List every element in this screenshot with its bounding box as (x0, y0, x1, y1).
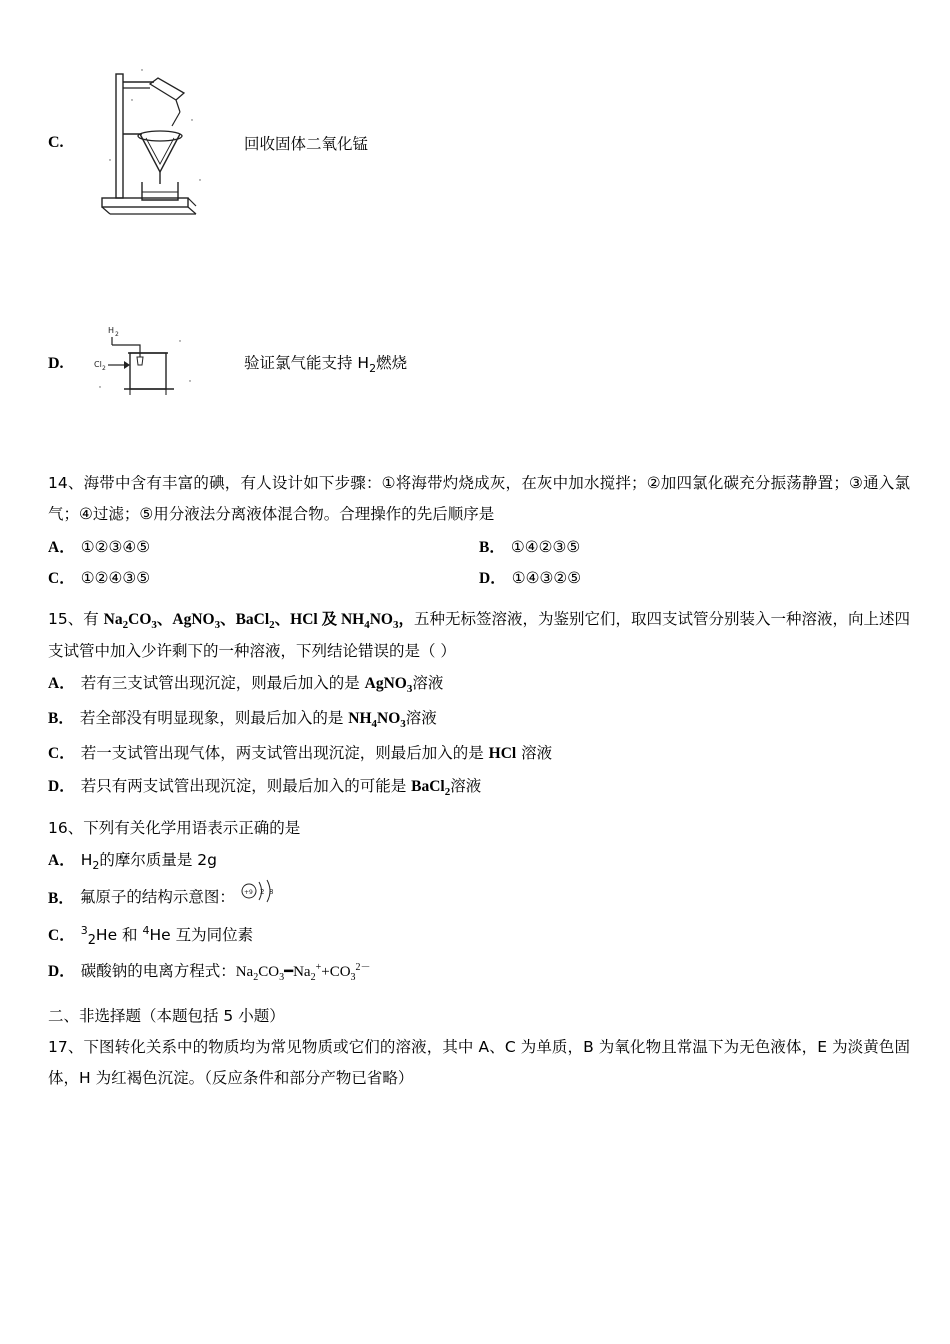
sodium-carbonate-ionization-equation: $Na_2CO_3━Na_2^++CO_3^{2-}$ (235, 961, 371, 983)
question-16-option-b-letter: B． (48, 889, 74, 907)
svg-text:8: 8 (268, 888, 274, 897)
option-c-caption: 回收固体二氧化锰 (244, 134, 369, 153)
question-15-options (48, 667, 910, 805)
section-two-heading: 二、非选择题（本题包括 5 小题） (48, 1007, 285, 1026)
question-14-option-c-text: ①②④③⑤ (80, 569, 151, 587)
question-14-option-a-letter: A． (48, 539, 75, 556)
option-d-figure-row (48, 321, 910, 406)
question-14-option-b[interactable] (479, 532, 910, 563)
question-14-option-d[interactable] (479, 563, 910, 594)
filtration-apparatus-icon (80, 60, 230, 220)
question-15-stem-post: 五种无标签溶液，为鉴别它们，取四支试管分别装入一种溶液，向上述四支试管中加入少许剩下的一种溶液，下列结论错误的是（ ） (48, 610, 911, 661)
question-14 (48, 468, 910, 594)
question-15-option-c-text: 若一支试管出现气体，两支试管出现沉淀，则最后加入的是 HCl 溶液 (80, 743, 553, 762)
question-14-option-b-letter: B． (479, 539, 505, 556)
question-15-number: 15、 (48, 610, 84, 628)
question-16-option-b-text: 氟原子的结构示意图： (79, 888, 235, 907)
question-16-text (48, 813, 910, 844)
question-16 (48, 813, 910, 989)
question-15-option-a-text: 若有三支试管出现沉淀，则最后加入的是 AgNO$_3$溶液 (80, 674, 444, 696)
question-14-option-b-text: ①④②③⑤ (510, 538, 581, 556)
question-16-option-c[interactable] (48, 919, 910, 955)
question-16-option-d[interactable] (48, 955, 910, 989)
question-14-option-c-letter: C． (48, 570, 75, 587)
question-14-option-d-text: ①④③②⑤ (511, 569, 582, 587)
svg-text:Cl: Cl (94, 360, 102, 369)
option-d-letter: D. (48, 354, 64, 372)
question-15-option-b[interactable] (48, 702, 910, 737)
question-16-option-d-text: 碳酸钠的电离方程式： (80, 961, 236, 980)
question-15-option-c[interactable] (48, 737, 910, 770)
question-16-option-a-letter: A． (48, 851, 75, 869)
question-15-formulas: $Na_2CO_3$、AgNO$_3$、BaCl$_2$、HCl 及 $NH_4NO_3$， (103, 611, 414, 632)
question-14-options (48, 532, 910, 594)
svg-text:H: H (108, 326, 115, 335)
svg-text:2: 2 (102, 365, 106, 372)
question-15-option-d-text: 若只有两支试管出现沉淀，则最后加入的可能是 BaCl$_2$溶液 (80, 776, 482, 798)
option-d-caption (244, 351, 407, 375)
question-16-option-b[interactable] (48, 877, 910, 918)
question-16-option-c-text: $^3_2$He 和 $^4$He 互为同位素 (80, 923, 254, 949)
question-14-body: 海带中含有丰富的碘，有人设计如下步骤：①将海带灼烧成灰，在灰中加水搅拌；②加四氯化碳充分振荡静置；③通入氯气；④过滤；⑤用分液法分离液体混合物。合理操作的先后顺序是 (48, 474, 910, 523)
question-16-option-d-letter: D． (48, 962, 75, 980)
question-14-option-c[interactable] (48, 563, 479, 594)
filtration-apparatus-figure (80, 60, 230, 225)
svg-text:+9: +9 (243, 889, 253, 897)
question-17-number: 17、 (48, 1037, 84, 1056)
question-14-number: 14、 (48, 474, 84, 492)
question-15-stem-pre: 有 (83, 610, 104, 628)
question-14-option-d-letter: D． (479, 570, 506, 587)
svg-text:2: 2 (115, 331, 119, 338)
question-15-option-d[interactable] (48, 770, 910, 805)
question-15-option-b-text: 若全部没有明显现象，则最后加入的是 $NH_4NO_3$溶液 (79, 708, 437, 730)
question-16-number: 16、 (48, 818, 84, 837)
question-17 (48, 1032, 910, 1094)
option-d-caption-pre: 验证氯气能支持 H (244, 354, 370, 373)
question-15-option-a-letter: A． (48, 675, 75, 693)
question-14-text (48, 468, 910, 530)
question-14-option-a-text: ①②③④⑤ (80, 538, 151, 556)
question-15-option-c-letter: C． (48, 744, 75, 762)
question-16-option-c-letter: C． (48, 926, 75, 944)
question-15-option-a[interactable] (48, 667, 910, 702)
question-16-body: 下列有关化学用语表示正确的是 (83, 818, 301, 837)
option-d-caption-sub: 2 (369, 362, 377, 376)
question-15-option-d-letter: D． (48, 777, 75, 795)
question-15 (48, 604, 910, 805)
question-14-option-a[interactable] (48, 532, 479, 563)
question-15-option-b-letter: B． (48, 709, 74, 727)
option-d-caption-post: 燃烧 (376, 354, 408, 373)
chlorine-hydrogen-combustion-icon (80, 321, 230, 401)
option-c-figure-row (48, 60, 910, 225)
svg-text:2: 2 (259, 888, 265, 897)
page-content (48, 60, 910, 1094)
question-16-option-a-text: $H_2$的摩尔质量是 2g (80, 850, 217, 872)
question-17-body: 下图转化关系中的物质均为常见物质或它们的溶液，其中 A、C 为单质，B 为氧化物且常温下为无色液体，E 为淡黄色固体，H 为红褐色沉淀。（反应条件和部分产物已省略） (48, 1037, 910, 1087)
option-c-letter: C. (48, 133, 64, 151)
question-15-text (48, 604, 910, 667)
chlorine-hydrogen-figure (80, 321, 230, 406)
question-16-options (48, 844, 910, 989)
question-16-option-a[interactable] (48, 844, 910, 878)
fluorine-atom-structure-diagram (239, 877, 283, 918)
